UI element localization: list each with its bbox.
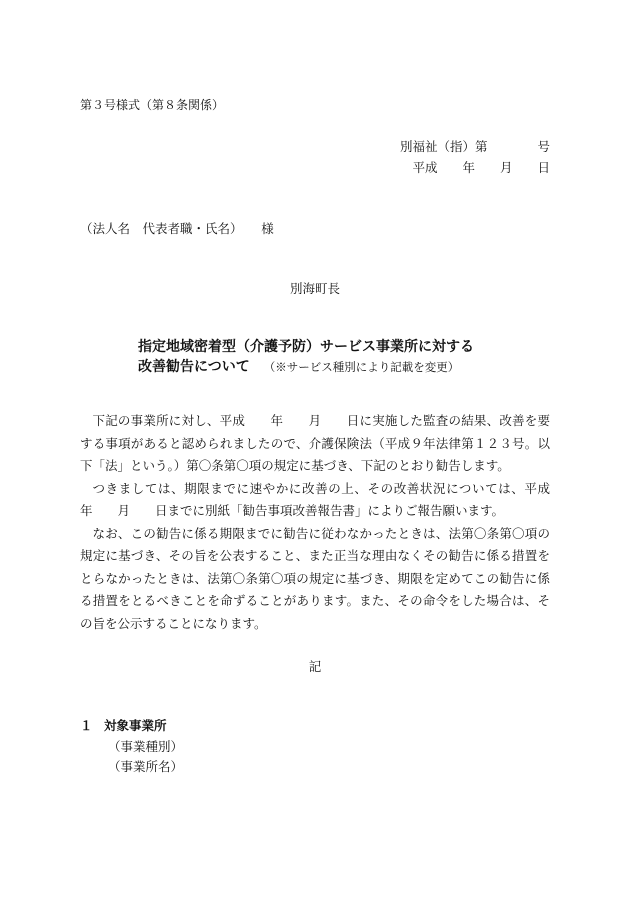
body-paragraph-1: 下記の事業所に対し、平成 年 月 日に実施した監査の結果、改善を要する事項があると認められましたので、介護保険法（平成９年法律第１２３号。以下「法」という。）第〇条第〇項の規定に基づき、下記のとおり勧告します。 [80,413,550,473]
section-item-business-name: （事業所名） [108,759,184,774]
section-title: 対象事業所 [104,718,167,733]
section-item-business-type: （事業種別） [108,739,184,754]
title-line-1: 指定地域密着型（介護予防）サービス事業所に対する [138,339,474,355]
ki-marker: 記 [308,659,322,674]
title-main: 改善勧告について [138,359,250,375]
section-number: １ [80,718,93,733]
recipient: （法人名 代表者職・氏名） 様 [80,221,274,236]
section-heading [80,716,167,734]
document-number: 別福祉（指）第 号 [399,139,550,154]
body-paragraph-2: つきましては、期限までに速やかに改善の上、その改善状況については、平成 年 月 日までに別紙「勧告事項改善報告書」によりご報告願います。 [80,480,576,518]
sender: 別海町長 [289,281,340,296]
body-paragraph-3: なお、この勧告に係る期限までに勧告に従わなかったときは、法第〇条第〇項の規定に基づき、その旨を公表すること、また正当な理由なくその勧告に係る措置をとらなかったときは、法第〇条第〇項の規定に基づき、期限を定めてこの勧告に係る措置をとるべきことを命ずることがあります。また、その命令をした場合は、その旨を公示することになります。 [80,525,550,631]
document-body [80,410,576,635]
title-note: （※サービス種別により記載を変更） [263,360,460,374]
document-date: 平成 年 月 日 [412,160,550,175]
title-line-2 [138,356,459,376]
form-number: 第３号様式（第８条関係） [80,98,225,112]
